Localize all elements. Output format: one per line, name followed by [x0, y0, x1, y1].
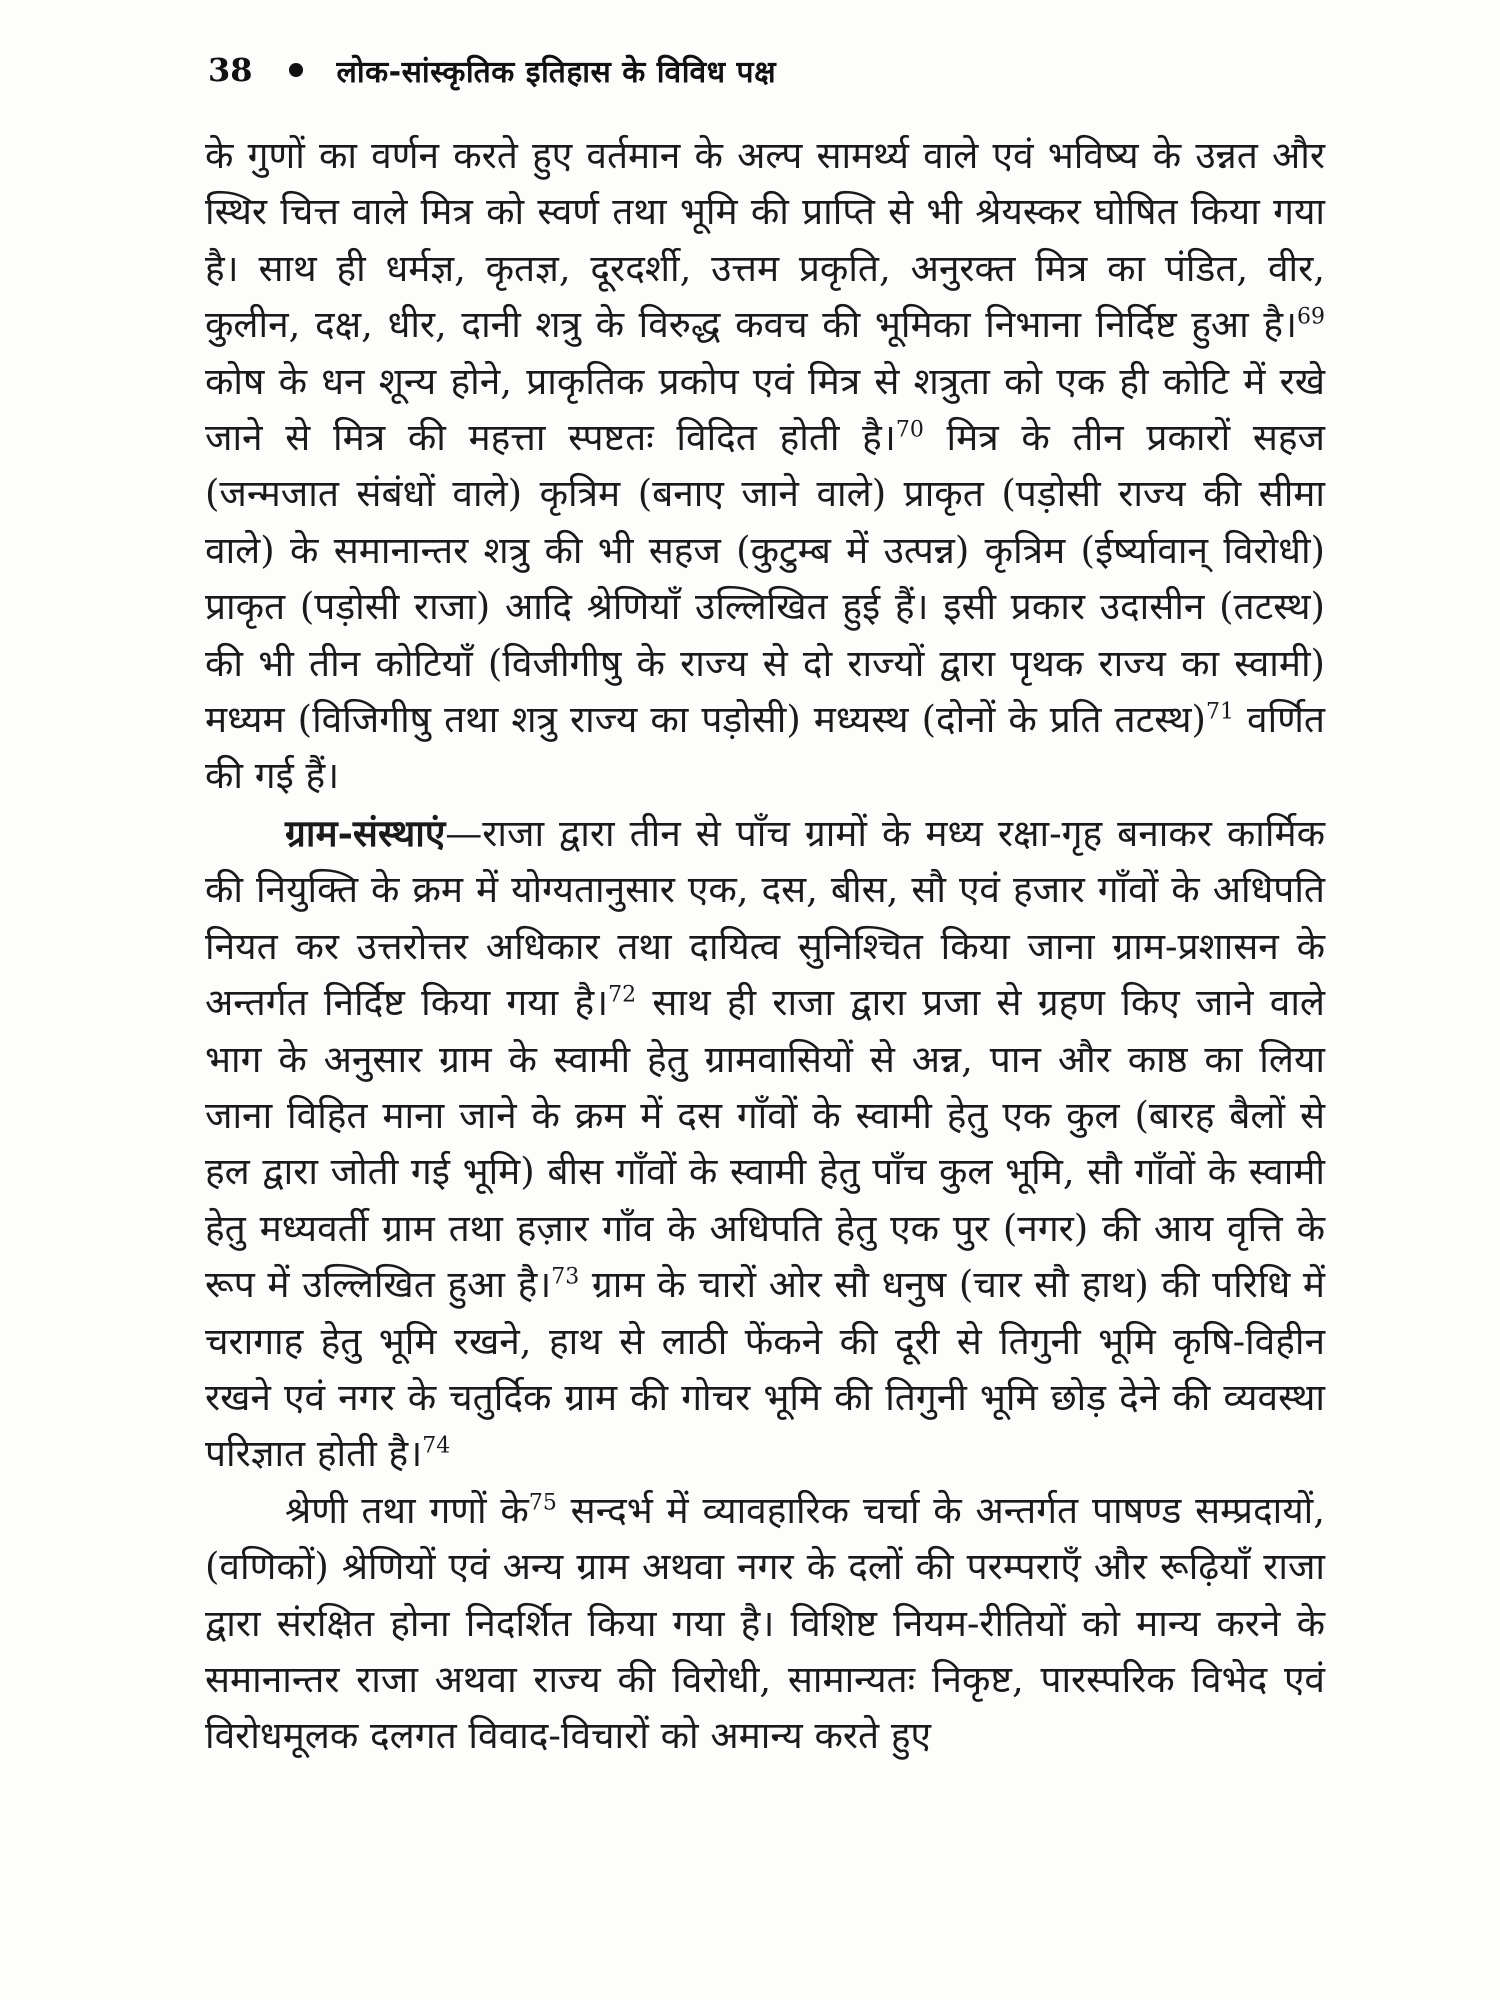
footnote-ref-72: 72 — [608, 982, 637, 1008]
body-text — [205, 128, 1325, 1765]
bullet-separator-icon — [289, 63, 303, 77]
section-heading: ग्राम-संस्थाएं — [285, 810, 446, 855]
paragraph-text: साथ ही राजा द्वारा प्रजा से ग्रहण किए जाने वाले भाग के अनुसार ग्राम के स्वामी हेतु ग्रामवासियों से अन्न, पान और काष्ठ का लिया जाना विहित माना जाने के क्रम में दस गाँवों के स्वामी हेतु एक कुल (बारह बैलों से हल द्वारा जोती गई भूमि) बीस गाँवों के स्वामी हेतु पाँच कुल भूमि, सौ गाँवों के स्वामी हेतु मध्यवर्ती ग्राम तथा हज़ार गाँव के अधिपति हेतु एक पुर (नगर) की आय वृत्ति के रूप में उल्लिखित हुआ है। — [205, 981, 1325, 1307]
footnote-ref-70: 70 — [895, 417, 924, 443]
paragraph-3 — [205, 1483, 1325, 1765]
paragraph-text: के गुणों का वर्णन करते हुए वर्तमान के अल्प सामर्थ्य वाले एवं भविष्य के उन्नत और स्थिर चित्त वाले मित्र को स्वर्ण तथा भूमि की प्राप्ति से भी श्रेयस्कर घोषित किया गया है। साथ ही धर्मज्ञ, कृतज्ञ, दूरदर्शी, उत्तम प्रकृति, अनुरक्त मित्र का पंडित, वीर, कुलीन, दक्ष, धीर, दानी शत्रु के विरुद्ध कवच की भूमिका निभाना निर्दिष्ट हुआ है। — [205, 134, 1325, 347]
page-number: 38 — [208, 51, 253, 89]
footnote-ref-71: 71 — [1205, 699, 1234, 725]
paragraph-text: वर्णित की गई हैं। — [205, 698, 1325, 798]
paragraph-text: कोष के धन शून्य होने, प्राकृतिक प्रकोप एवं मित्र से शत्रुता को एक ही कोटि में रखे जाने से मित्र की महत्ता स्पष्टतः विदित होती है। — [205, 359, 1325, 460]
running-title: लोक-सांस्कृतिक इतिहास के विविध पक्ष — [336, 54, 777, 90]
footnote-ref-69: 69 — [1297, 304, 1325, 330]
footnote-ref-73: 73 — [551, 1264, 580, 1290]
footnote-ref-75: 75 — [528, 1490, 557, 1516]
page-header — [208, 40, 776, 100]
paragraph-1 — [205, 128, 1325, 805]
paragraph-text: सन्दर्भ में व्यावहारिक चर्चा के अन्तर्गत पाषण्ड सम्प्रदायों, (वणिकों) श्रेणियों एवं अन्य ग्राम अथवा नगर के दलों की परम्पराएँ और रूढ़ियाँ राजा द्वारा संरक्षित होना निदर्शित किया गया है। विशिष्ट नियम-रीतियों को मान्य करने के समानान्तर राजा अथवा राज्य की विरोधी, सामान्यतः निकृष्ट, पारस्परिक विभेद एवं विरोधमूलक दलगत विवाद-विचारों को अमान्य करते हुए — [205, 1488, 1325, 1758]
paragraph-text: मित्र के तीन प्रकारों सहज (जन्मजात संबंधों वाले) कृत्रिम (बनाए जाने वाले) प्राकृत (पड़ोसी राज्य की सीमा वाले) के समानान्तर शत्रु की भी सहज (कुटुम्ब में उत्पन्न) कृत्रिम (ईर्ष्यावान् विरोधी) प्राकृत (पड़ोसी राजा) आदि श्रेणियाँ उल्लिखित हुई हैं। इसी प्रकार उदासीन (तटस्थ) की भी तीन कोटियाँ (विजीगीषु के राज्य से दो राज्यों द्वारा पृथक राज्य का स्वामी) मध्यम (विजिगीषु तथा शत्रु राज्य का पड़ोसी) मध्यस्थ (दोनों के प्रति तटस्थ) — [205, 416, 1325, 742]
paragraph-text: श्रेणी तथा गणों के — [285, 1488, 529, 1532]
paragraph-text: ग्राम के चारों ओर सौ धनुष (चार सौ हाथ) की परिधि में चरागाह हेतु भूमि रखने, हाथ से लाठी फेंकने की दूरी से तिगुनी भूमि कृषि-विहीन रखने एवं नगर के चतुर्दिक ग्राम की गोचर भूमि की तिगुनी भूमि छोड़ देने की व्यवस्था परिज्ञात होती है। — [205, 1263, 1325, 1476]
footnote-ref-74: 74 — [422, 1434, 451, 1460]
paragraph-text: —राजा द्वारा तीन से पाँच ग्रामों के मध्य रक्षा-गृह बनाकर कार्मिक की नियुक्ति के क्रम में योग्यतानुसार एक, दस, बीस, सौ एवं हजार गाँवों के अधिपति नियत कर उत्तरोत्तर अधिकार तथा दायित्व सुनिश्चित किया जाना ग्राम-प्रशासन के अन्तर्गत निर्दिष्ट किया गया है। — [205, 811, 1325, 1025]
paragraph-2 — [205, 805, 1325, 1483]
